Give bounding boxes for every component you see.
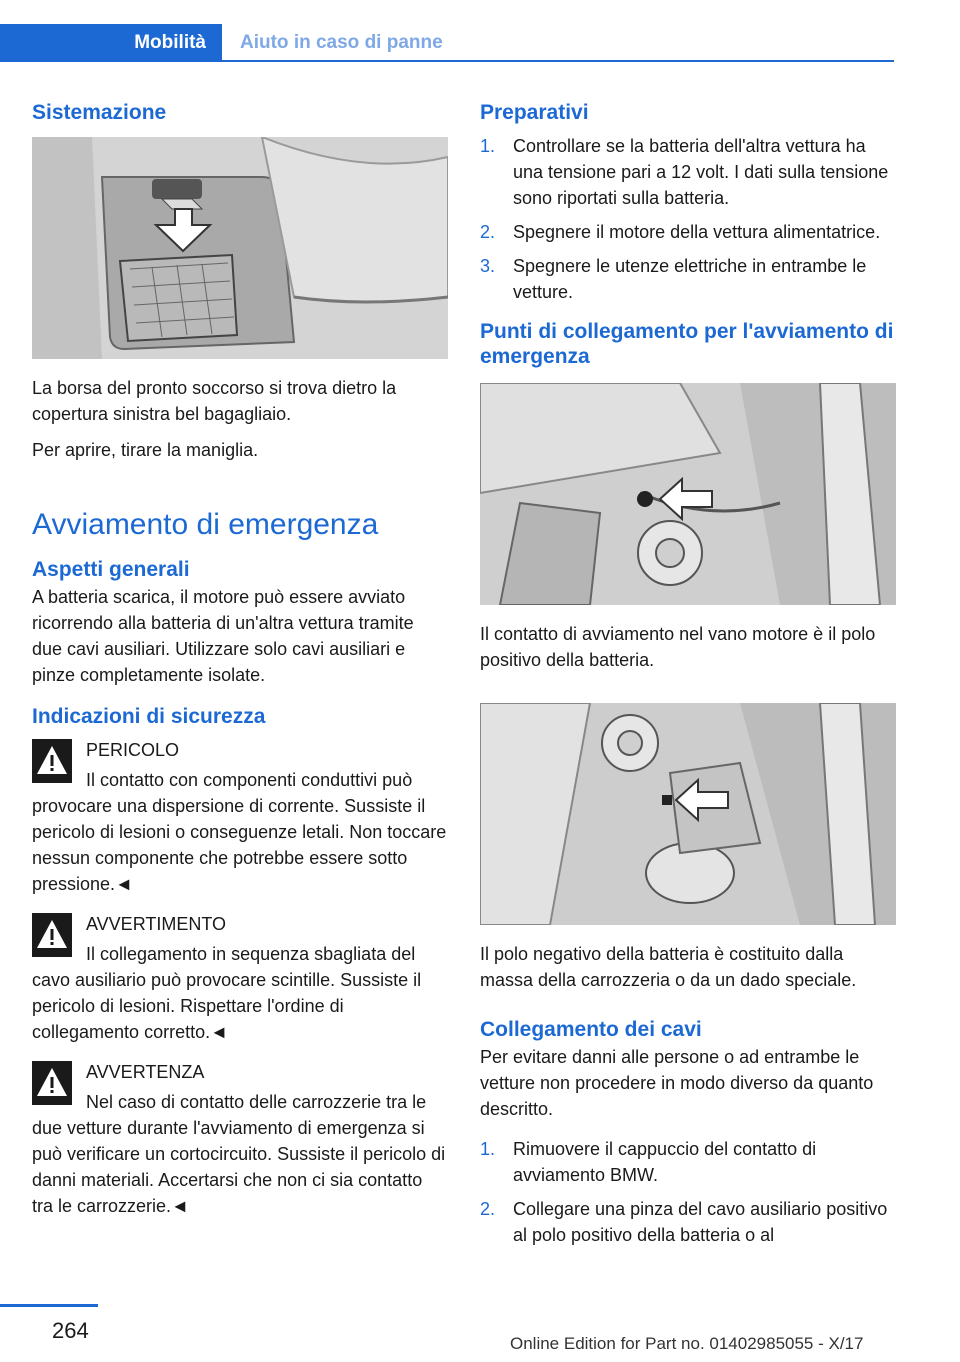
list-item (480, 133, 896, 211)
step-text: Rimuovere il cappuccio del contatto di avviamento BMW. (513, 1139, 817, 1185)
step-number: 1. (480, 1139, 496, 1159)
step-text: Collegare una pinza del cavo ausiliario positivo al polo positivo della batteria o al (513, 1199, 888, 1245)
engine-bay-negative-illustration (480, 703, 896, 925)
right-column (480, 100, 896, 1262)
list-item (480, 1196, 896, 1248)
warning-notice (32, 1059, 448, 1219)
storage-instruction: Per aprire, tirare la maniglia. (32, 440, 259, 460)
list-item (480, 1136, 896, 1188)
preparation-steps (480, 133, 896, 305)
negative-terminal-text: Il polo negativo della batteria è costituito dalla massa della carrozzeria o da un dado speciale. (480, 944, 857, 990)
positive-terminal-figure (480, 383, 896, 605)
warning-title: PERICOLO (86, 740, 180, 760)
negative-terminal-figure (480, 703, 896, 925)
first-aid-kit-figure (32, 137, 448, 359)
cables-intro: Per evitare danni alle persone o ad entrambe le vetture non procedere in modo diverso da quanto descritto. (480, 1047, 874, 1119)
heading-safety: Indicazioni di sicurezza (32, 705, 266, 728)
warning-text: Il contatto con componenti conduttivi può provocare una dispersione di corrente. Sussiste il pericolo di lesioni o conseguenze letali. Non toccare nessun componente che potrebbe essere sotto pressione.◄ (32, 770, 447, 894)
left-column (32, 100, 448, 1233)
warning-triangle-icon (32, 913, 72, 957)
footer-edition: Online Edition for Part no. 01402985055 - X/17 (510, 1334, 864, 1353)
chapter-title: Avviamento di emergenza (32, 508, 379, 541)
warning-danger (32, 737, 448, 897)
engine-bay-positive-illustration (480, 383, 896, 605)
general-text: A batteria scarica, il motore può essere avviato ricorrendo alla batteria di un'altra vettura tramite due cavi ausiliari. Utilizzare solo cavi ausiliari e pinze completamente isolate. (32, 587, 414, 685)
cable-steps (480, 1136, 896, 1248)
positive-terminal-text: Il contatto di avviamento nel vano motore è il polo positivo della batteria. (480, 624, 876, 670)
warning-caution (32, 911, 448, 1045)
section-tab (0, 24, 222, 62)
heading-preparations: Preparativi (480, 101, 589, 124)
footer-divider (0, 1304, 98, 1307)
subsection-label: Aiuto in caso di panne (240, 32, 443, 53)
header-divider (222, 60, 894, 62)
step-text: Spegnere il motore della vettura alimentatrice. (513, 222, 881, 242)
step-number: 1. (480, 136, 496, 156)
section-label: Mobilità (134, 32, 206, 53)
subsection-tab (222, 24, 443, 62)
heading-cable-connection: Collegamento dei cavi (480, 1018, 702, 1041)
page-header (0, 24, 894, 62)
heading-connection-points: Punti di collegamento per l'avviamento di emergenza (480, 320, 894, 368)
step-number: 2. (480, 1199, 496, 1219)
step-number: 2. (480, 222, 496, 242)
heading-general: Aspetti generali (32, 558, 190, 581)
warning-text: Il collegamento in sequenza sbagliata del cavo ausiliario può provocare scintille. Sussiste il pericolo di lesioni. Rispettare l'ordine di collegamento corretto.◄ (32, 944, 422, 1042)
warning-title: AVVERTENZA (86, 1062, 205, 1082)
page-number: 264 (52, 1318, 89, 1343)
warning-text: Nel caso di contatto delle carrozzerie tra le due vetture durante l'avviamento di emergenza si può verificare un cortocircuito. Sussiste il pericolo di danni materiali. Accertarsi che non ci sia contatto tra le carrozzerie.◄ (32, 1092, 446, 1216)
heading-storage: Sistemazione (32, 101, 167, 124)
storage-description: La borsa del pronto soccorso si trova dietro la copertura sinistra bel bagagliaio. (32, 378, 397, 424)
warning-triangle-icon (32, 739, 72, 783)
trunk-illustration (32, 137, 448, 359)
warning-triangle-icon (32, 1061, 72, 1105)
list-item (480, 219, 896, 245)
step-text: Controllare se la batteria dell'altra vettura ha una tensione pari a 12 volt. I dati sulla tensione sono riportati sulla batteria. (513, 136, 889, 208)
step-text: Spegnere le utenze elettriche in entrambe le vetture. (513, 256, 867, 302)
step-number: 3. (480, 256, 496, 276)
warning-title: AVVERTIMENTO (86, 914, 227, 934)
list-item (480, 253, 896, 305)
